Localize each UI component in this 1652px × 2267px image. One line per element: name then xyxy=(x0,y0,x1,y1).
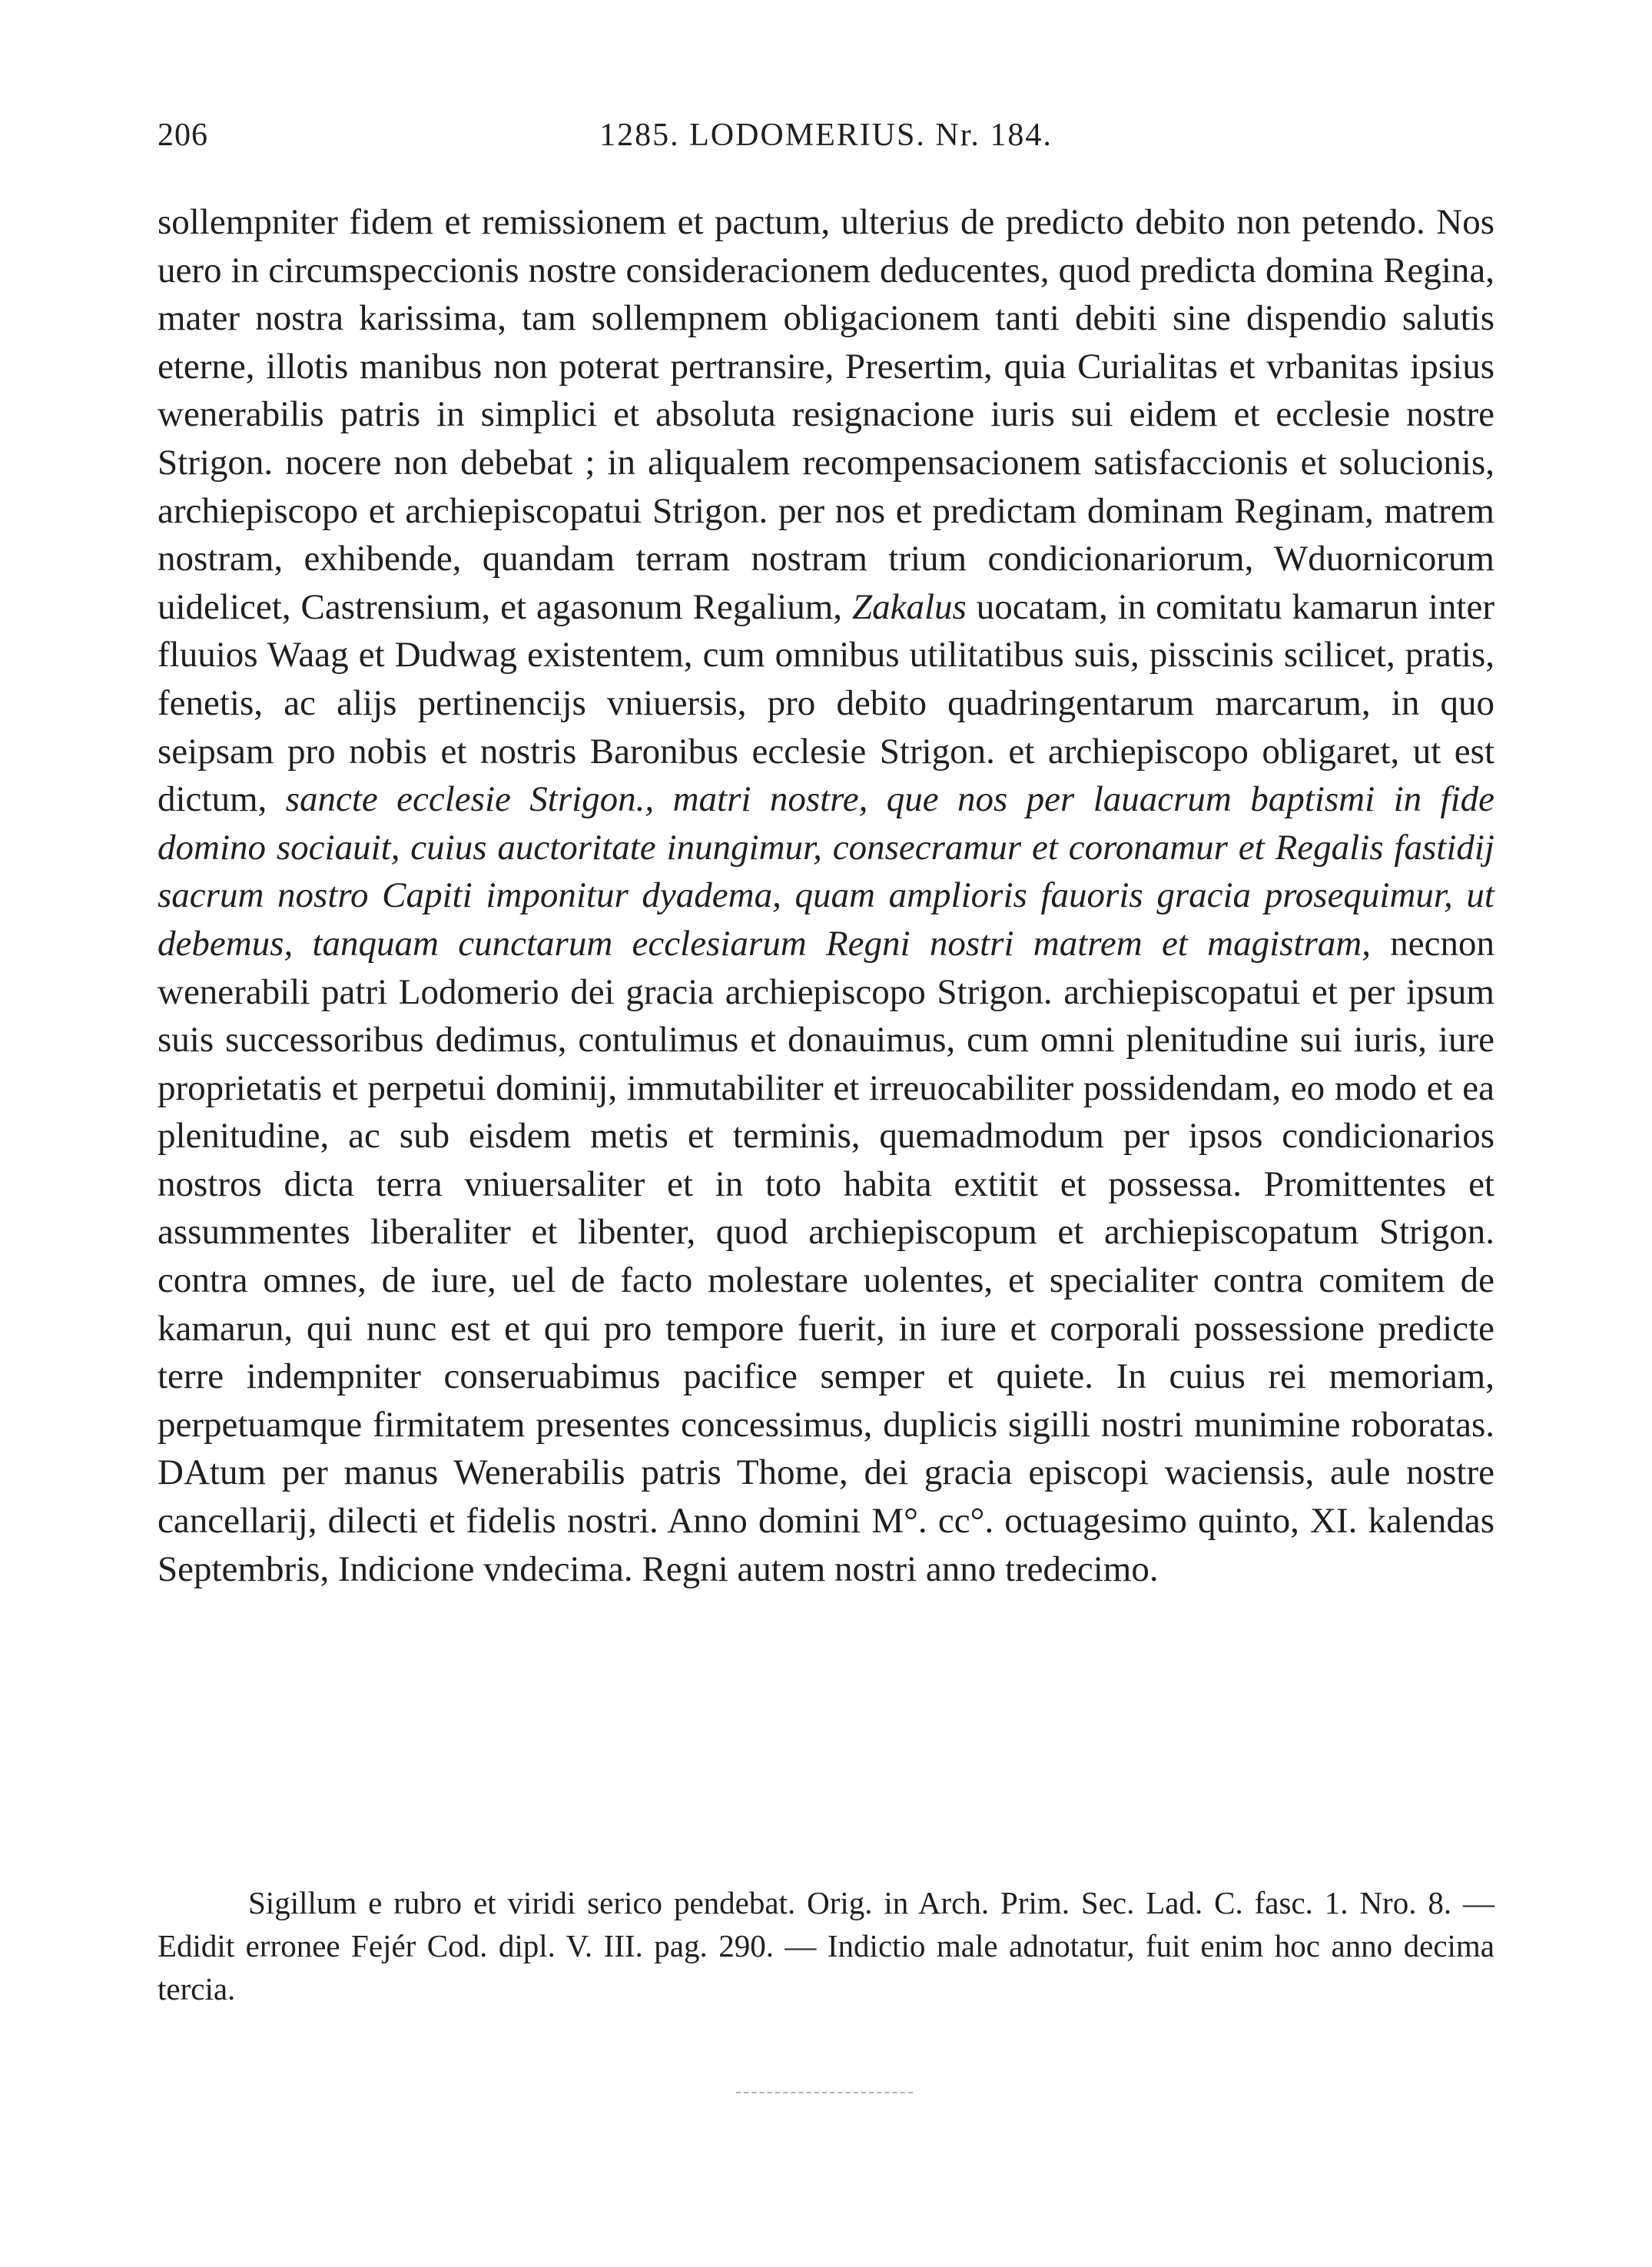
text-part-3: necnon wenerabili patri Lodomerio dei gracia archiepiscopo Strigon. archiepiscopatui et per ipsum suis successoribus dedimus, contulimus et donauimus, cum omni plenitudine sui iuris, iure proprietatis et perpetui dominij, immutabiliter et irreuocabiliter possidendam, eo modo et ea plenitudine, ac sub eisdem metis et terminis, quemadmodum per ipsos condicionarios nostros dicta terra vniuersaliter et in toto habita extitit et possessa. Promittentes et assummentes liberaliter et libenter, quod archiepiscopum et archiepiscopatum Strigon. contra omnes, de iure, uel de facto molestare uolentes, et specialiter contra comitem de kamarun, qui nunc est et qui pro tempore fuerit, in iure et corporali possessione predicte terre indempniter conseruabimus pacifice semper et quiete. In cuius rei memoriam, perpetuamque firmitatem presentes concessimus, duplicis sigilli nostri munimine roboratas. DAtum per manus Wenerabilis patris Thome, dei gracia episcopi waciensis, aule nostre cancellarij, dilecti et fidelis nostri. Anno domini M°. cc°. octuagesimo quinto, XI. kalendas Septembris, Indicione vndecima. Regni autem nostri anno tredecimo. xyxy=(158,923,1494,1589)
text-part-2: uocatam, in comitatu kamarun inter fluuios Waag et Dudwag existentem, cum omnibus utilitatibus suis, pisscinis scilicet, pratis, fenetis, ac alijs pertinencijs vniuersis, pro debito quadringentarum marcarum, in quo seipsam pro nobis et nostris Baronibus ecclesie Strigon. et archiepiscopo obligaret, ut est dictum, xyxy=(158,586,1495,820)
italic-name: Zakalus xyxy=(851,586,967,627)
italic-passage: sancte ecclesie Strigon., matri nostre, que nos per lauacrum baptismi in fide domino sociauit, cuius auctoritate inungimur, consecramur et coronamur et Regalis fastidij sacrum nostro Capiti imponitur dyadema, quam amplioris fauoris gracia prosequimur, ut debemus, tanquam cunctarum ecclesiarum Regni nostri matrem et magistram, xyxy=(158,779,1494,964)
page-number: 206 xyxy=(158,118,208,153)
end-rule xyxy=(736,2092,913,2093)
main-text xyxy=(158,198,1494,1593)
running-title: 1285. LODOMERIUS. Nr. 184. xyxy=(599,118,1053,153)
footnote: Sigillum e rubro et viridi serico pendebat. Orig. in Arch. Prim. Sec. Lad. C. fasc. 1. Nro. 8. — Edidit erronee Fejér Cod. dipl. V. III. pag. 290. — Indictio male adnotatur, fuit enim hoc anno decima tercia. xyxy=(158,1885,1494,2006)
text-part-1: sollempniter fidem et remissionem et pactum, ulterius de predicto debito non petendo. Nos uero in circumspeccionis nostre consideracionem deducentes, quod predicta domina Regina, mater nostra karissima, tam sollempnem obligacionem tanti debiti sine dispendio salutis eterne, illotis manibus non poterat pertransire, Presertim, quia Curialitas et vrbanitas ipsius wenerabilis patris in simplici et absoluta resignacione iuris sui eidem et ecclesie nostre Strigon. nocere non debebat ; in aliqualem recompensacionem satisfaccionis et solucionis, archiepiscopo et archiepiscopatui Strigon. per nos et predictam dominam Reginam, matrem nostram, exhibende, quandam terram nostram trium condicionariorum, Wduornicorum uidelicet, Castrensium, et agasonum Regalium, xyxy=(158,202,1494,627)
